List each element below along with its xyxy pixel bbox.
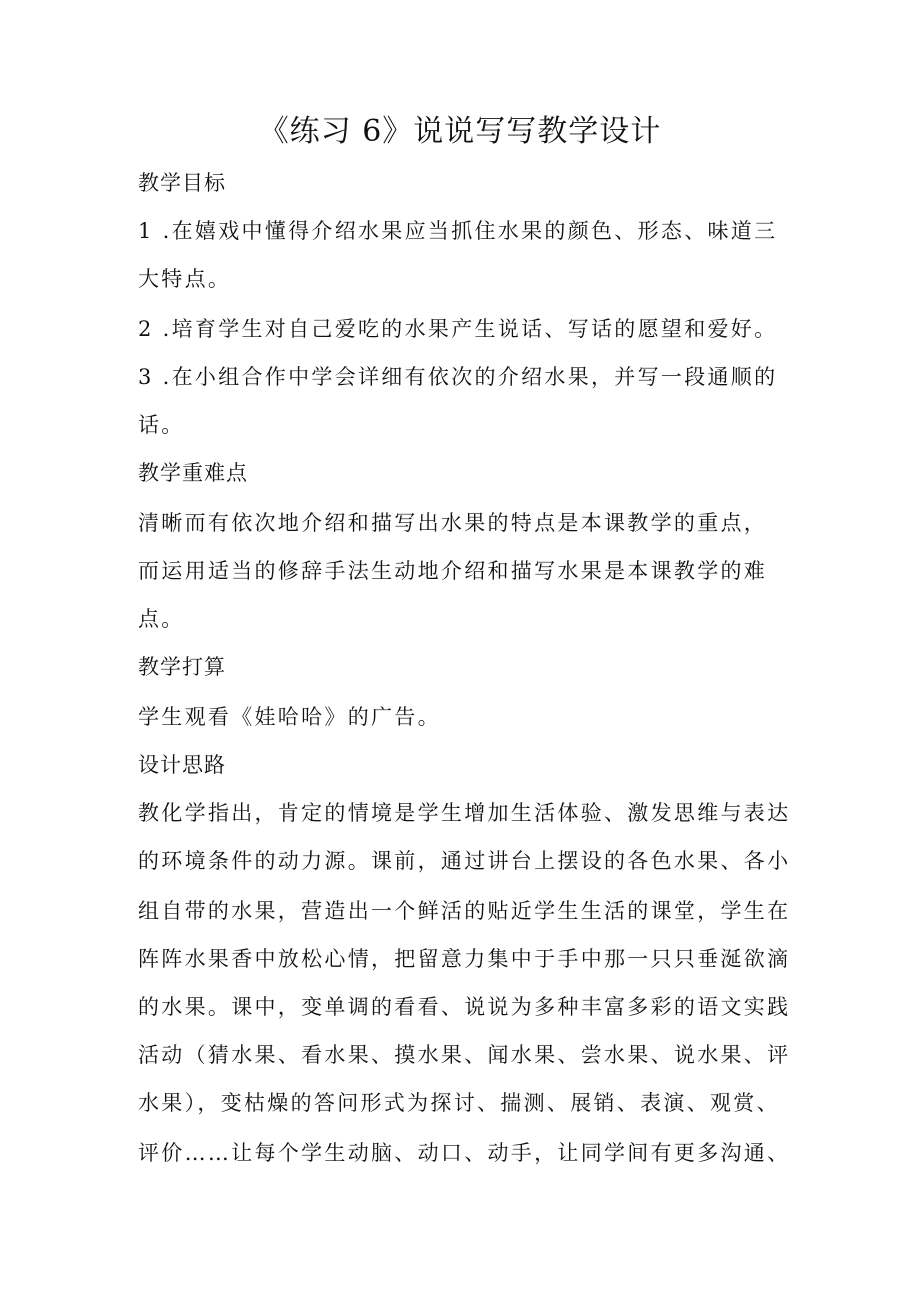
objective-line-2: 大特点。 (138, 267, 232, 291)
approach-line-3: 组自带的水果，营造出一个鲜活的贴近学生生活的课堂，学生在 (138, 899, 791, 923)
section-heading-keypoints: 教学重难点 (138, 461, 248, 485)
document-title: 《练习 6》说说写写教学设计 (258, 114, 662, 149)
section-heading-objectives: 教学目标 (138, 171, 226, 195)
approach-line-8: 评价……让每个学生动脑、动口、动手，让同学间有更多沟通、 (138, 1141, 791, 1165)
keypoints-line-3: 点。 (138, 607, 185, 631)
approach-line-5: 的水果。课中，变单调的看看、说说为多种丰富多彩的语文实践 (138, 995, 791, 1019)
approach-line-4: 阵阵水果香中放松心情，把留意力集中于手中那一只只垂涎欲滴 (138, 947, 791, 971)
objective-line-4: 3 .在小组合作中学会详细有依次的介绍水果，并写一段通顺的 (138, 365, 778, 389)
objective-line-3: 2 .培育学生对自己爱吃的水果产生说话、写话的愿望和爱好。 (138, 317, 778, 341)
keypoints-line-2: 而运用适当的修辞手法生动地介绍和描写水果是本课教学的难 (138, 559, 768, 583)
approach-line-2: 的环境条件的动力源。课前，通过讲台上摆设的各色水果、各小 (138, 849, 791, 873)
objective-line-5: 话。 (138, 413, 185, 437)
section-heading-plan: 教学打算 (138, 655, 226, 679)
approach-line-1: 教化学指出，肯定的情境是学生增加生活体验、激发思维与表达 (138, 801, 791, 825)
objective-line-1: 1 .在嬉戏中懂得介绍水果应当抓住水果的颜色、形态、味道三 (138, 219, 778, 243)
plan-line-1: 学生观看《娃哈哈》的广告。 (138, 705, 441, 729)
approach-line-6: 活动（猜水果、看水果、摸水果、闻水果、尝水果、说水果、评 (138, 1043, 791, 1067)
approach-line-7: 水果），变枯燥的答问形式为探讨、揣测、展销、表演、观赏、 (138, 1091, 780, 1115)
keypoints-line-1: 清晰而有依次地介绍和描写出水果的特点是本课教学的重点， (138, 511, 768, 535)
section-heading-approach: 设计思路 (138, 753, 226, 777)
